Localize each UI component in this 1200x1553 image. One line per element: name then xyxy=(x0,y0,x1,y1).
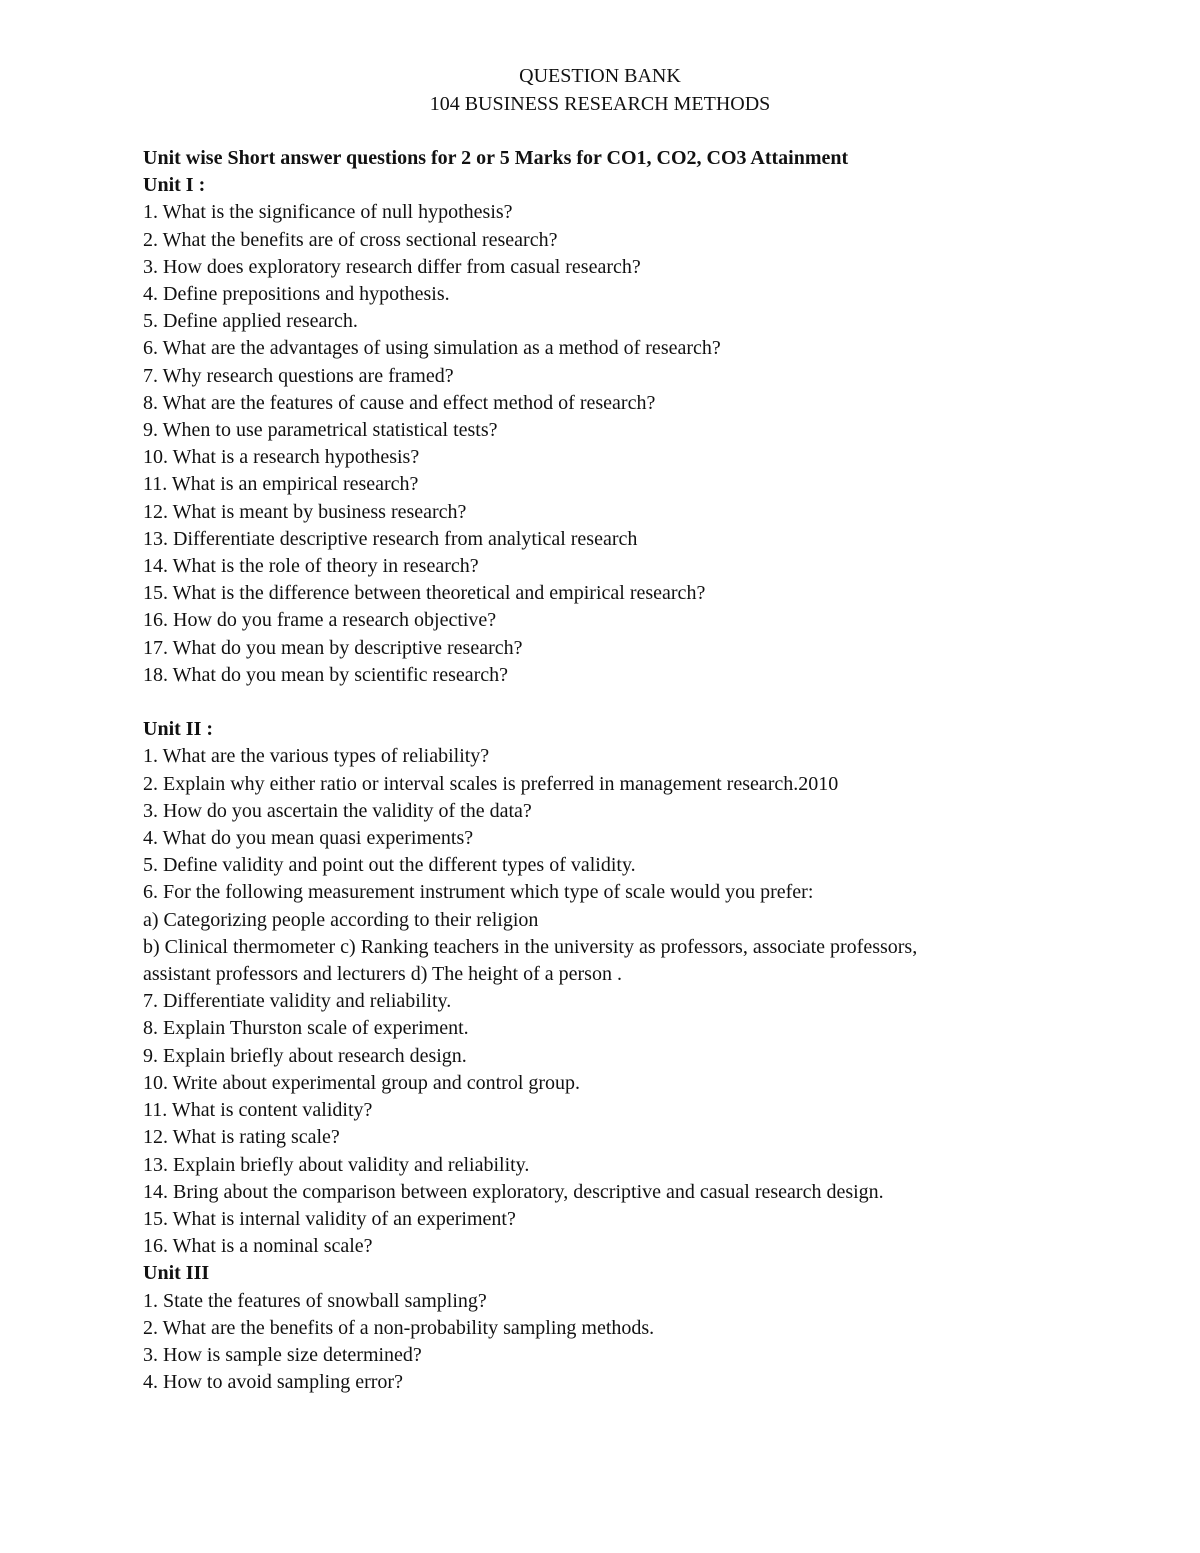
section-heading: Unit wise Short answer questions for 2 or 5 Marks for CO1, CO2, CO3 Attainment xyxy=(143,147,849,169)
question-line: 11. What is content validity? xyxy=(143,1099,373,1122)
question-line: 13. Explain briefly about validity and reliability. xyxy=(143,1153,530,1176)
question-line: 12. What is meant by business research? xyxy=(143,500,467,523)
question-line: 2. What are the benefits of a non-probability sampling methods. xyxy=(143,1316,655,1339)
question-line: 12. What is rating scale? xyxy=(143,1126,340,1149)
question-line: 1. What is the significance of null hypothesis? xyxy=(143,201,513,224)
question-line: 3. How do you ascertain the validity of the data? xyxy=(143,799,532,822)
question-line: a) Categorizing people according to their religion xyxy=(143,908,539,931)
unit-1-section xyxy=(143,172,1103,689)
question-line: 17. What do you mean by descriptive research? xyxy=(143,636,523,659)
blank-line xyxy=(143,689,1103,716)
question-line: 4. How to avoid sampling error? xyxy=(143,1371,403,1394)
question-line: 5. Define applied research. xyxy=(143,310,358,333)
question-line: 16. How do you frame a research objective? xyxy=(143,609,497,632)
question-line: 4. What do you mean quasi experiments? xyxy=(143,827,474,850)
document-title: QUESTION BANK xyxy=(519,65,681,87)
question-content xyxy=(143,145,1103,1396)
question-line: 9. Explain briefly about research design. xyxy=(143,1044,467,1067)
question-line: 16. What is a nominal scale? xyxy=(143,1235,373,1258)
unit-2-heading: Unit II : xyxy=(143,718,214,741)
unit-3-section xyxy=(143,1260,1103,1396)
question-line: b) Clinical thermometer c) Ranking teachers in the university as professors, associate professors, xyxy=(143,935,918,958)
question-line: 7. Why research questions are framed? xyxy=(143,364,454,387)
question-line: 9. When to use parametrical statistical tests? xyxy=(143,419,498,442)
question-line: 6. What are the advantages of using simulation as a method of research? xyxy=(143,337,721,360)
question-line: 15. What is the difference between theoretical and empirical research? xyxy=(143,582,706,605)
question-line: assistant professors and lecturers d) The height of a person . xyxy=(143,963,622,986)
question-line: 10. Write about experimental group and control group. xyxy=(143,1071,581,1094)
question-line: 6. For the following measurement instrument which type of scale would you prefer: xyxy=(143,881,814,904)
question-line: 15. What is internal validity of an experiment? xyxy=(143,1207,516,1230)
question-line: 2. What the benefits are of cross sectional research? xyxy=(143,228,558,251)
question-line: 1. What are the various types of reliability? xyxy=(143,745,490,768)
question-line: 10. What is a research hypothesis? xyxy=(143,446,420,469)
question-line: 3. How does exploratory research differ from casual research? xyxy=(143,255,641,278)
question-line: 8. What are the features of cause and effect method of research? xyxy=(143,391,656,414)
question-line: 7. Differentiate validity and reliability. xyxy=(143,990,452,1013)
question-line: 5. Define validity and point out the different types of validity. xyxy=(143,854,636,877)
document-subtitle: 104 BUSINESS RESEARCH METHODS xyxy=(429,93,771,115)
question-line: 8. Explain Thurston scale of experiment. xyxy=(143,1017,469,1040)
title-block xyxy=(0,62,1200,118)
question-line: 14. Bring about the comparison between exploratory, descriptive and casual research design. xyxy=(143,1180,884,1203)
question-line: 11. What is an empirical research? xyxy=(143,473,419,496)
question-line: 14. What is the role of theory in research? xyxy=(143,555,479,578)
question-line: 1. State the features of snowball sampling? xyxy=(143,1289,487,1312)
unit-2-section xyxy=(143,716,1103,1260)
question-line: 4. Define prepositions and hypothesis. xyxy=(143,283,450,306)
question-line: 13. Differentiate descriptive research from analytical research xyxy=(143,527,638,550)
unit-1-heading: Unit I : xyxy=(143,174,206,197)
question-line: 18. What do you mean by scientific research? xyxy=(143,663,509,686)
question-line: 2. Explain why either ratio or interval scales is preferred in management research.2010 xyxy=(143,772,839,795)
question-line: 3. How is sample size determined? xyxy=(143,1343,422,1366)
unit-3-heading: Unit III xyxy=(143,1262,210,1285)
